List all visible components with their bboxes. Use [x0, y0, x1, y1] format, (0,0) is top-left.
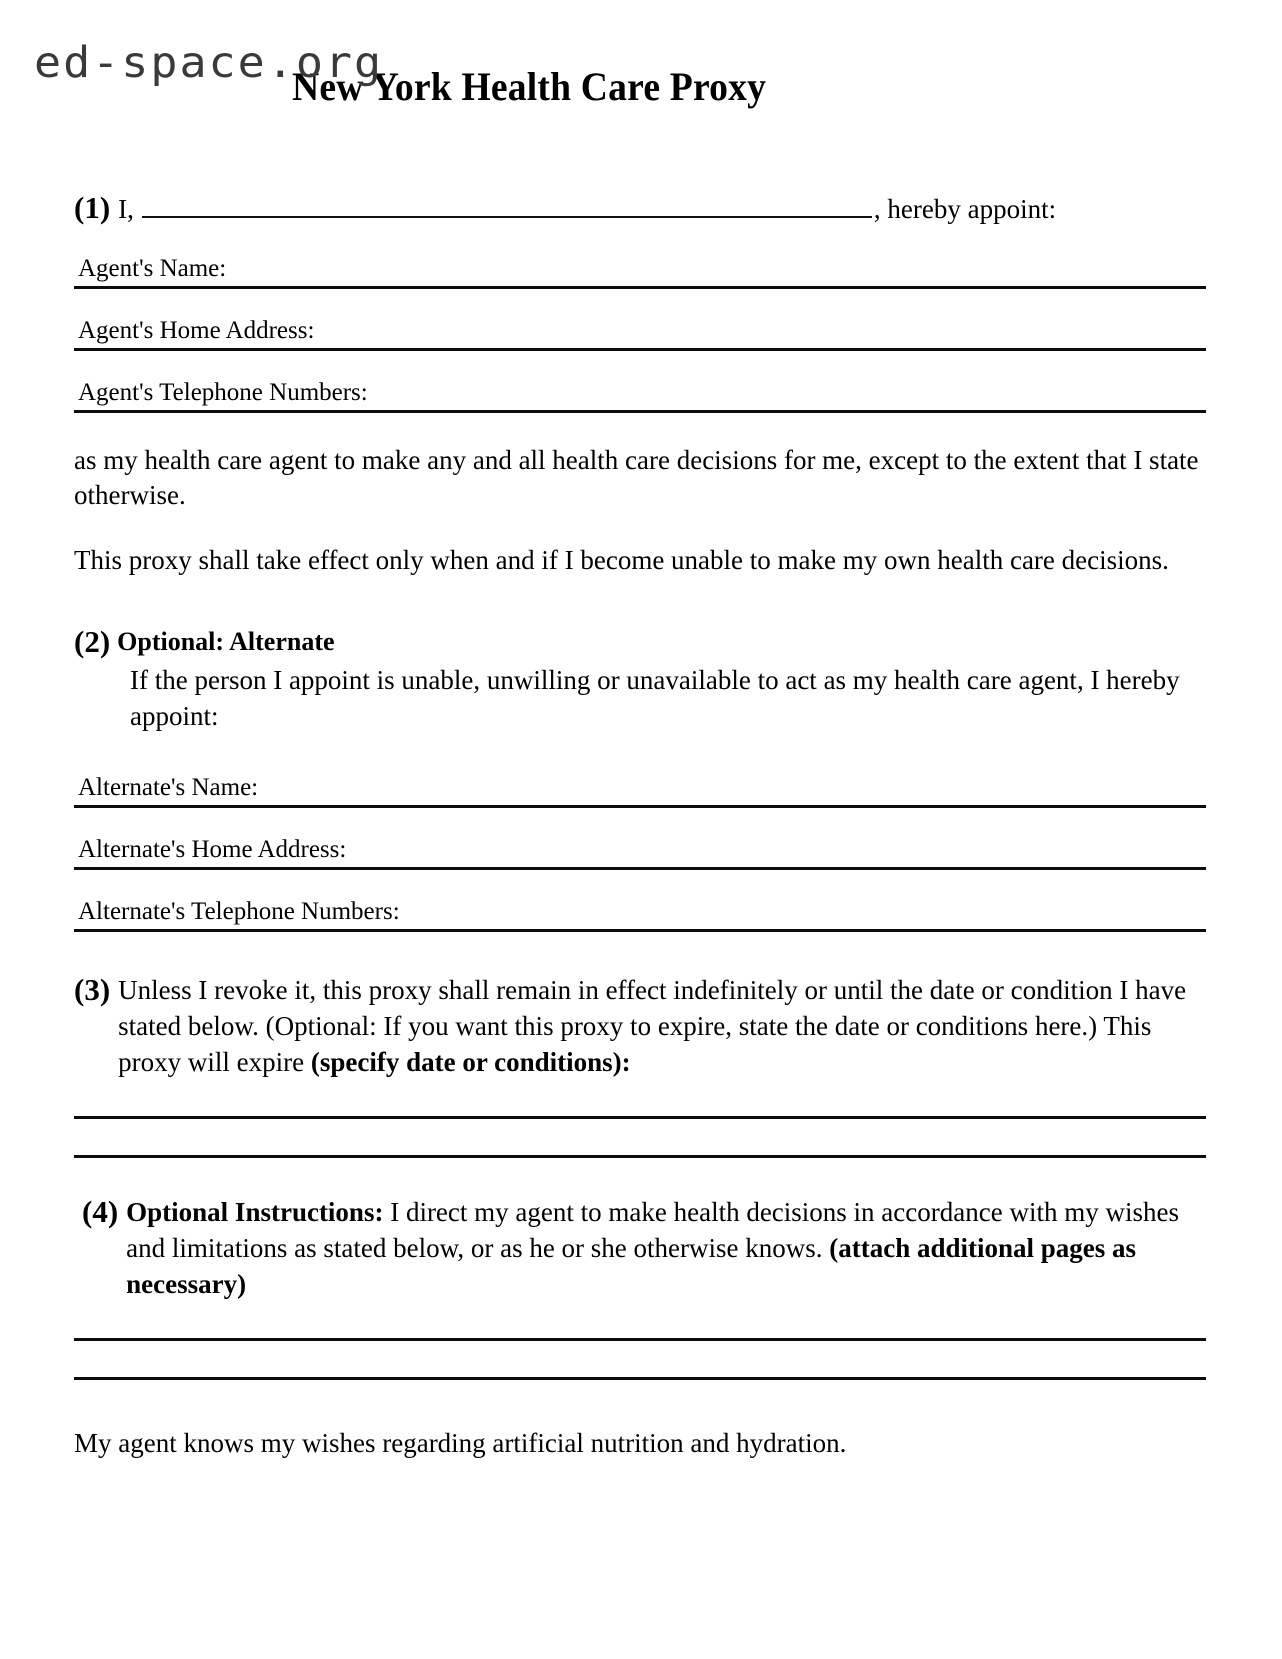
- field-rule[interactable]: [74, 867, 1206, 870]
- watermark-text: ed-space.org: [34, 37, 384, 88]
- principal-name-blank[interactable]: [142, 216, 872, 218]
- section-1-marker: (1): [74, 190, 111, 225]
- field-agents-name[interactable]: [74, 239, 1206, 289]
- section-1-lead-line: [118, 191, 1206, 227]
- field-rule[interactable]: [74, 929, 1206, 932]
- section-2-marker: (2): [74, 624, 111, 659]
- section-1: [74, 190, 1206, 227]
- field-label: Agent's Home Address:: [78, 317, 315, 344]
- section-2: [74, 624, 1206, 660]
- section-4-marker: (4): [82, 1194, 119, 1229]
- section-1-paragraph-2: This proxy shall take effect only when and if I become unable to make my own health care decisions.: [74, 545, 1169, 575]
- section-3: [74, 972, 1206, 1080]
- field-agents-telephone-numbers[interactable]: [74, 363, 1206, 413]
- closing-statement: My agent knows my wishes regarding artificial nutrition and hydration.: [74, 1428, 847, 1458]
- field-alternates-home-address[interactable]: [74, 820, 1206, 870]
- document-content: [74, 0, 1206, 1461]
- section-2-heading: Optional: Alternate: [117, 627, 335, 656]
- field-label: Alternate's Telephone Numbers:: [78, 898, 400, 925]
- section-1-lead-text: I,: [118, 194, 134, 224]
- field-rule[interactable]: [74, 805, 1206, 808]
- section-3-write-in-line-1[interactable]: [74, 1116, 1206, 1119]
- field-label: Alternate's Name:: [78, 774, 259, 801]
- section-1-paragraph-1: as my health care agent to make any and all health care decisions for me, except to the extent that I state otherwise.: [74, 445, 1199, 510]
- section-4: [82, 1194, 1206, 1302]
- section-3-text-block: [118, 972, 1206, 1080]
- section-3-bold-tail: (specify date or conditions):: [310, 1047, 631, 1077]
- field-label: Agent's Telephone Numbers:: [78, 379, 368, 406]
- field-label: Agent's Name:: [78, 255, 227, 282]
- section-3-text: Unless I revoke it, this proxy shall remain in effect indefinitely or until the date or condition I have stated below. (Optional: If you want this proxy to expire, state the date or conditions here.) This proxy will expire: [118, 975, 1187, 1077]
- field-rule[interactable]: [74, 410, 1206, 413]
- section-3-write-in-line-2[interactable]: [74, 1155, 1206, 1158]
- section-4-text-block: [126, 1194, 1206, 1302]
- field-rule[interactable]: [74, 286, 1206, 289]
- section-4-text: I direct my agent to make health decisions in accordance with my wishes and limitations as stated below, or as he or she otherwise knows.: [126, 1197, 1179, 1263]
- field-rule[interactable]: [74, 348, 1206, 351]
- field-alternates-telephone-numbers[interactable]: [74, 882, 1206, 932]
- section-3-marker: (3): [74, 972, 111, 1007]
- section-4-write-in-line-1[interactable]: [74, 1338, 1206, 1341]
- section-1-after-blank: , hereby appoint:: [873, 194, 1057, 224]
- section-4-bold-tail: (attach additional pages as necessary): [126, 1233, 1137, 1299]
- section-2-paragraph: If the person I appoint is unable, unwilling or unavailable to act as my health care agent, I hereby appoint:: [130, 665, 1180, 731]
- field-label: Alternate's Home Address:: [78, 836, 347, 863]
- page-title: New York Health Care Proxy: [292, 64, 767, 109]
- field-agents-home-address[interactable]: [74, 301, 1206, 351]
- field-alternates-name[interactable]: [74, 758, 1206, 808]
- section-4-bold-lead: Optional Instructions:: [126, 1197, 384, 1227]
- section-4-write-in-line-2[interactable]: [74, 1377, 1206, 1380]
